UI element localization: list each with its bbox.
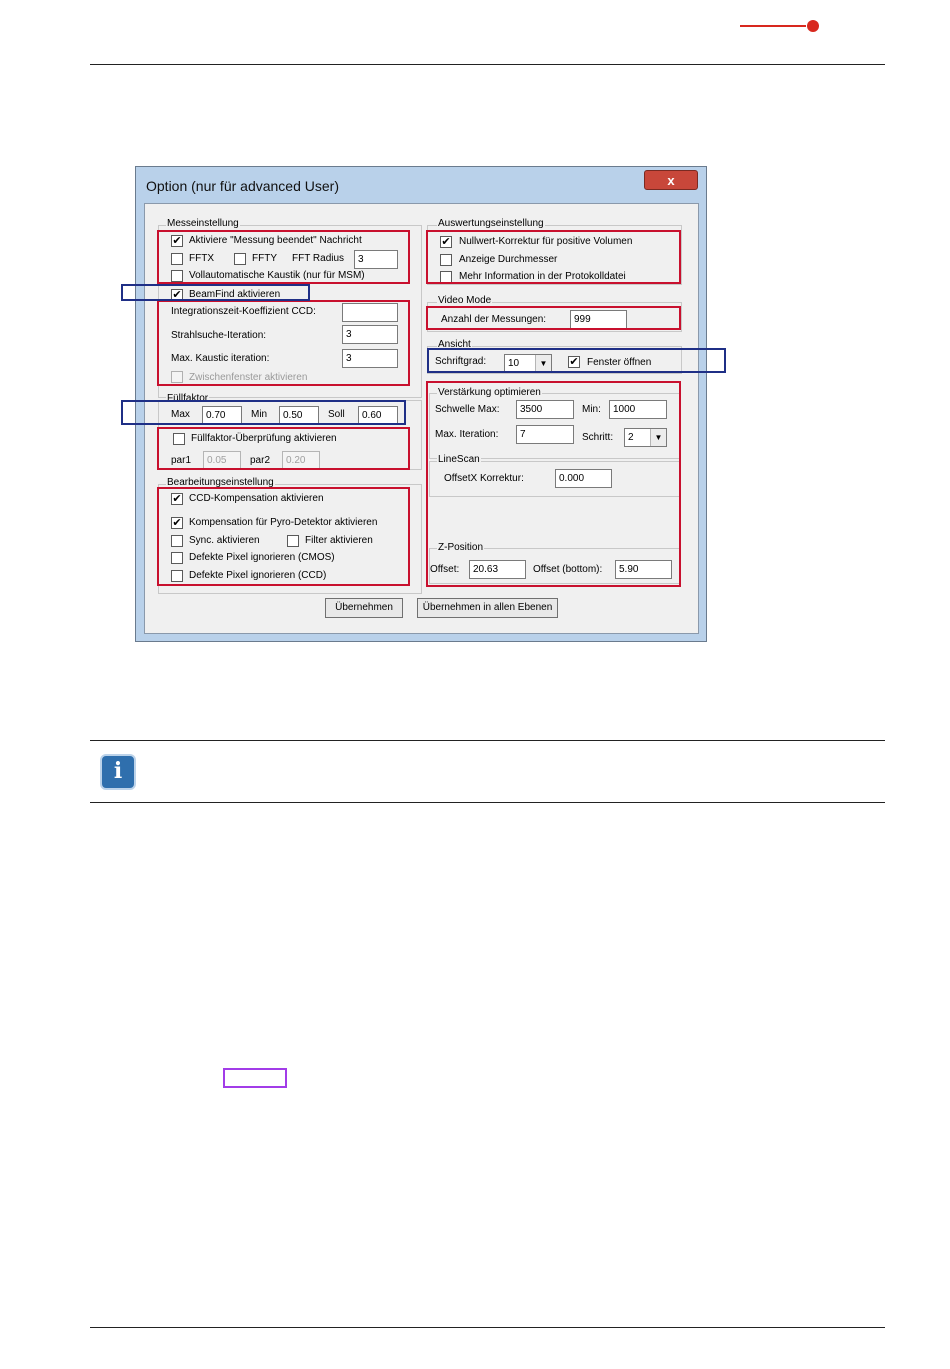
input-fft-radius[interactable]: 3 <box>354 250 398 269</box>
label-fftx: FFTX <box>189 253 214 264</box>
highlight-integration-box <box>157 300 410 386</box>
label-vollautomatische-kaustik: Vollautomatische Kaustik (nur für MSM) <box>189 270 365 281</box>
group-label-ansicht: Ansicht <box>438 339 471 350</box>
input-offset-bottom[interactable]: 5.90 <box>615 560 672 579</box>
input-schwelle-max[interactable]: 3500 <box>516 400 574 419</box>
input-max-iteration[interactable]: 7 <box>516 425 574 444</box>
label-offset-bottom: Offset (bottom): <box>533 564 603 575</box>
label-filter: Filter aktivieren <box>305 535 373 546</box>
footer-rule <box>90 1327 885 1328</box>
label-fuellfaktor-pruefung: Füllfaktor-Überprüfung aktivieren <box>191 433 337 444</box>
check-icon: ✔ <box>441 236 451 248</box>
close-button[interactable] <box>644 170 698 190</box>
group-label-linescan: LineScan <box>438 454 480 465</box>
group-label-messeinstellung: Messeinstellung <box>167 218 239 229</box>
select-schritt-value: 2 <box>628 432 634 443</box>
input-par1: 0.05 <box>203 451 241 470</box>
group-label-verstaerkung: Verstärkung optimieren <box>438 387 541 398</box>
label-max-kaustik: Max. Kaustic iteration: <box>171 353 270 364</box>
header-accent-line <box>740 25 806 27</box>
select-schriftgrad-value: 10 <box>508 358 520 369</box>
uebernehmen-alle-button[interactable]: Übernehmen in allen Ebenen <box>417 598 558 618</box>
close-icon: x <box>667 173 675 188</box>
check-icon: ✔ <box>172 235 182 247</box>
label-soll: Soll <box>328 409 345 420</box>
note-bottom-rule <box>90 802 885 803</box>
highlight-auswertung-box <box>426 230 681 284</box>
highlight-fuellfaktor-pruefung-box <box>157 427 410 470</box>
header-accent-dot <box>807 20 819 32</box>
note-top-rule <box>90 740 885 741</box>
highlight-ansicht-box <box>427 348 726 373</box>
highlight-purple-box <box>223 1068 287 1088</box>
input-max-kaustik[interactable]: 3 <box>342 349 398 368</box>
highlight-beamfind-box <box>121 284 310 301</box>
label-verstaerkung-min: Min: <box>582 404 601 415</box>
group-label-video-mode: Video Mode <box>438 295 492 306</box>
check-icon: ✔ <box>172 517 182 529</box>
label-beamfind: BeamFind aktivieren <box>189 289 281 300</box>
highlight-messung-box <box>157 230 410 284</box>
check-icon: ✔ <box>172 289 182 301</box>
input-offset[interactable]: 20.63 <box>469 560 526 579</box>
label-anzeige-durchmesser: Anzeige Durchmesser <box>459 254 558 265</box>
input-min[interactable]: 0.50 <box>279 406 319 425</box>
header-rule <box>90 64 885 65</box>
input-anzahl-messungen[interactable]: 999 <box>570 310 627 329</box>
label-zwischenfenster: Zwischenfenster aktivieren <box>189 372 308 383</box>
label-max-iteration: Max. Iteration: <box>435 429 499 440</box>
check-icon: ✔ <box>172 493 182 505</box>
highlight-fuellfaktor-values-box <box>121 400 406 425</box>
chevron-down-icon: ▼ <box>650 429 666 446</box>
input-offsetx[interactable]: 0.000 <box>555 469 612 488</box>
dialog-title: Option (nur für advanced User) <box>146 178 339 194</box>
label-mehr-information: Mehr Information in der Protokolldatei <box>459 271 626 282</box>
label-sync: Sync. aktivieren <box>189 535 260 546</box>
label-integrationszeit: Integrationszeit-Koeffizient CCD: <box>171 306 316 317</box>
label-ffty: FFTY <box>252 253 277 264</box>
label-nullwert-korrektur: Nullwert-Korrektur für positive Volumen <box>459 236 633 247</box>
label-pyro-kompensation: Kompensation für Pyro-Detektor aktivieren <box>189 517 378 528</box>
label-par2: par2 <box>250 455 271 466</box>
label-schriftgrad: Schriftgrad: <box>435 356 487 367</box>
label-messung-beendet: Aktiviere "Messung beendet" Nachricht <box>189 235 362 246</box>
group-label-auswertung: Auswertungseinstellung <box>438 218 544 229</box>
label-offset: Offset: <box>430 564 460 575</box>
input-soll[interactable]: 0.60 <box>358 406 398 425</box>
label-ccd-kompensation: CCD-Kompensation aktivieren <box>189 493 324 504</box>
label-anzahl-messungen: Anzahl der Messungen: <box>441 314 547 325</box>
label-fenster-oeffnen: Fenster öffnen <box>587 357 652 368</box>
uebernehmen-button[interactable]: Übernehmen <box>325 598 403 618</box>
group-label-fuellfaktor: Füllfaktor <box>167 393 209 404</box>
label-par1: par1 <box>171 455 192 466</box>
group-label-bearbeitung: Bearbeitungseinstellung <box>167 477 274 488</box>
info-icon-glyph: i <box>113 758 123 784</box>
label-defekte-pixel-ccd: Defekte Pixel ignorieren (CCD) <box>189 570 327 581</box>
input-verstaerkung-min[interactable]: 1000 <box>609 400 667 419</box>
label-schwelle-max: Schwelle Max: <box>435 404 500 415</box>
input-par2: 0.20 <box>282 451 320 470</box>
highlight-video-mode-box <box>426 306 681 330</box>
label-strahlsuche: Strahlsuche-Iteration: <box>171 330 267 341</box>
info-icon <box>100 754 136 790</box>
input-strahlsuche[interactable]: 3 <box>342 325 398 344</box>
label-offsetx: OffsetX Korrektur: <box>444 473 524 484</box>
group-label-z-position: Z-Position <box>438 542 484 553</box>
label-min: Min <box>251 409 268 420</box>
check-icon: ✔ <box>569 356 579 368</box>
label-defekte-pixel-cmos: Defekte Pixel ignorieren (CMOS) <box>189 552 335 563</box>
chevron-down-icon: ▼ <box>535 355 551 372</box>
highlight-bearbeitung-box <box>157 487 410 586</box>
input-max[interactable]: 0.70 <box>202 406 242 425</box>
highlight-verstaerkung-box <box>426 381 681 587</box>
label-fft-radius: FFT Radius <box>292 253 345 264</box>
label-schritt: Schritt: <box>582 432 614 443</box>
label-max: Max <box>171 409 190 420</box>
